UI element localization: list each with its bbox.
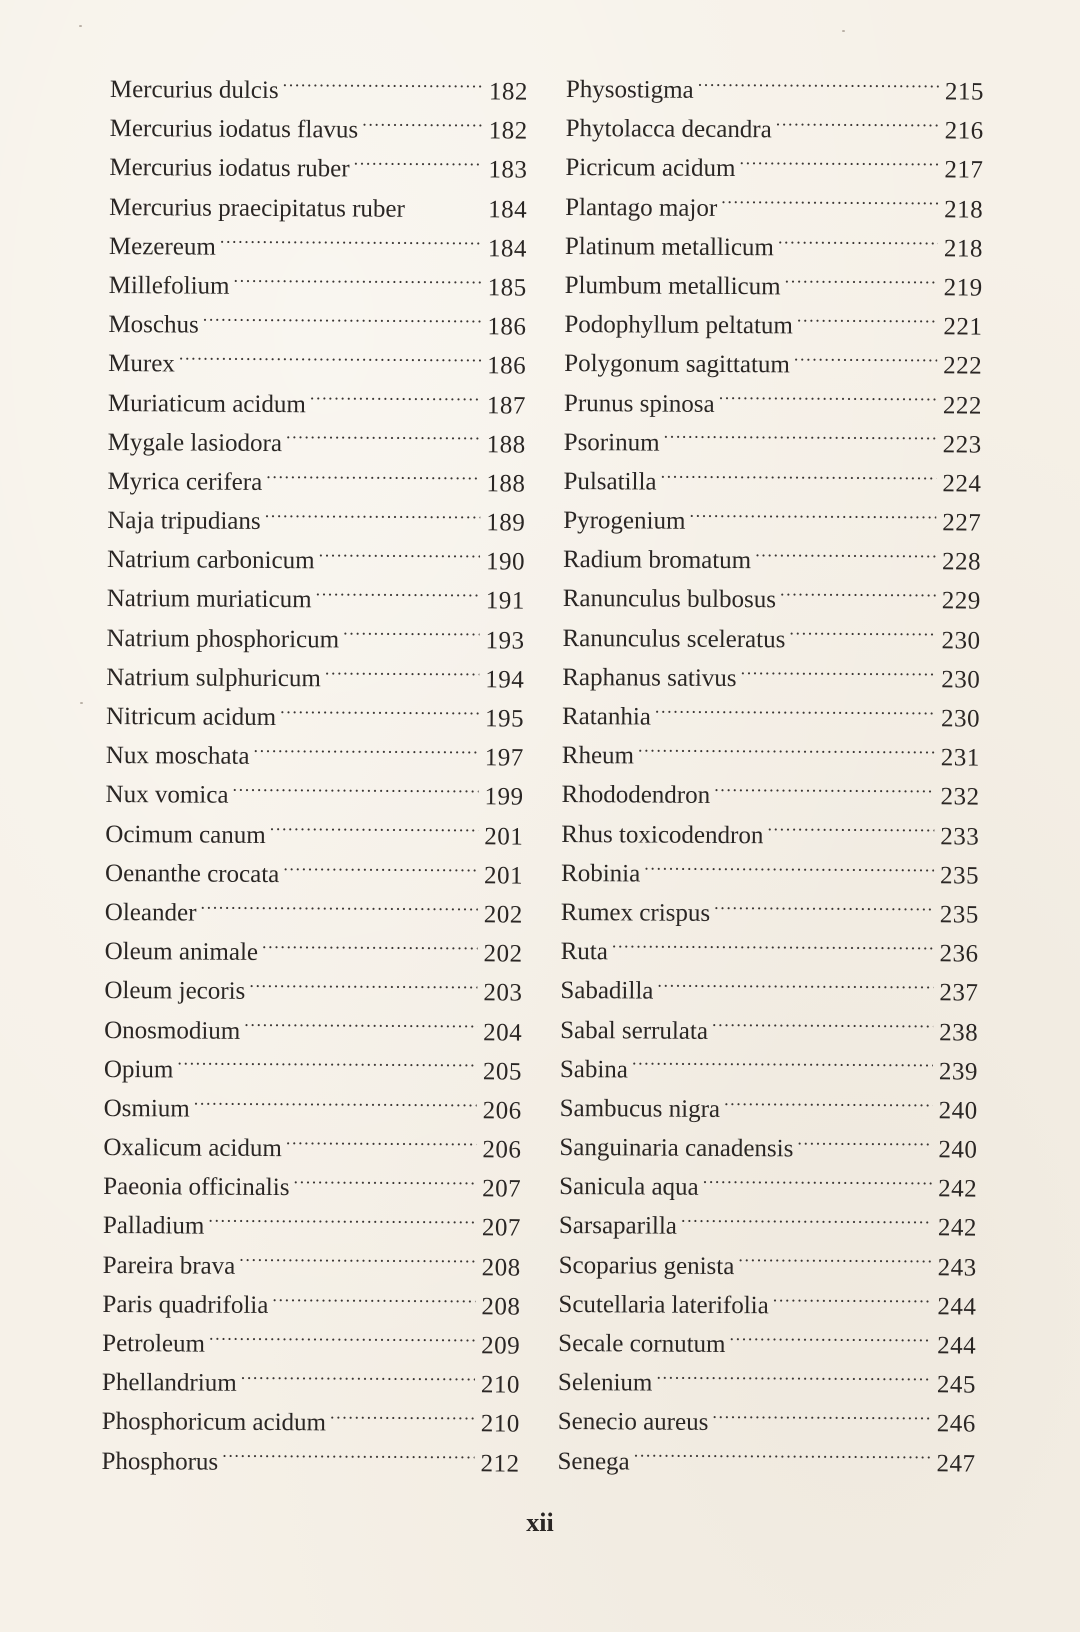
entry-page: 184 [487,235,527,263]
dot-leader [262,935,478,961]
entry-page: 183 [488,156,528,184]
index-entry [558,1324,976,1366]
dot-leader [241,1366,475,1392]
dot-leader [681,1209,932,1236]
entry-name: Natrium carbonicum [106,546,315,575]
entry-name: Mezereum [108,232,216,261]
dot-leader [714,896,934,922]
index-entry [557,1442,975,1484]
dot-leader [209,1327,475,1354]
dot-leader [634,1444,931,1471]
dot-leader [239,1248,476,1274]
entry-name: Mercurius dulcis [109,75,279,105]
dot-leader [698,73,939,99]
entry-name: Onosmodium [104,1016,241,1045]
entry-page: 242 [938,1175,978,1203]
entry-page: 199 [484,783,524,811]
entry-page: 188 [486,430,526,459]
index-entry [559,1128,977,1170]
index-entry [106,619,524,661]
dot-leader [362,113,483,139]
entry-page: 221 [943,313,983,341]
index-entry [561,854,979,896]
index-entry [108,383,526,425]
entry-name: Sarsaparilla [558,1212,678,1241]
entry-page: 202 [483,940,523,968]
entry-name: Nux vomica [105,781,229,810]
dot-leader [776,112,939,138]
index-entry [559,1206,977,1248]
index-entry [106,736,524,778]
entry-name: Sambucus nigra [559,1094,721,1123]
entry-name: Platinum metallicum [564,232,775,262]
entry-page: 203 [483,979,523,1007]
index-entry [109,188,527,230]
dot-leader [283,857,478,883]
index-entry [102,1285,520,1327]
dot-leader [310,387,481,413]
index-entry [108,344,526,386]
dot-leader [319,544,481,570]
dot-leader [330,1406,475,1432]
dot-leader [703,1170,933,1196]
entry-name: Murex [108,350,175,378]
dot-leader [293,1170,476,1196]
entry-name: Nux moschata [105,742,250,771]
dot-leader [270,818,479,844]
entry-page: 194 [485,666,525,694]
entry-page: 189 [486,509,526,537]
entry-page: 236 [939,940,979,968]
index-entry [561,815,979,857]
index-entry [561,775,979,817]
entry-page: 208 [481,1253,521,1282]
index-entry [558,1363,976,1405]
entry-page: 188 [486,470,526,498]
entry-name: Senega [557,1447,630,1475]
index-entry [566,109,984,151]
index-entry [565,266,983,308]
entry-name: Sabina [559,1055,629,1084]
entry-name: Phellandrium [101,1369,237,1397]
entry-name: Natrium phosphoricum [106,624,340,654]
entry-page: 228 [941,548,982,576]
dot-leader [325,661,480,687]
entry-page: 212 [480,1449,520,1478]
entry-page: 219 [943,274,983,302]
entry-page: 207 [481,1214,522,1242]
entry-name: Natrium sulphuricum [106,663,321,693]
entry-name: Paeonia officinalis [103,1173,290,1202]
index-entry [109,148,527,190]
dot-leader [232,778,478,805]
index-entry [561,893,979,935]
dot-leader [689,504,936,531]
entry-page: 210 [480,1371,521,1399]
entry-page: 243 [937,1253,977,1282]
index-entry [104,1089,522,1131]
index-entry [110,109,528,151]
index-entry [560,1089,978,1131]
dot-leader [797,1131,932,1157]
entry-name: Mercurius praecipitatus ruber [109,193,405,223]
entry-page: 244 [937,1332,977,1360]
entry-page: 240 [938,1097,978,1125]
index-entry [563,462,981,504]
index-entry [105,854,523,896]
entry-page: 235 [939,901,979,929]
entry-name: Physostigma [565,75,694,104]
entry-name: Robinia [561,859,641,888]
index-entry [105,893,523,935]
dot-leader [721,191,938,217]
entry-page: 244 [937,1293,977,1321]
entry-page: 197 [484,744,524,772]
dot-leader [200,896,478,923]
entry-page: 239 [938,1057,978,1086]
index-entry [562,658,980,700]
entry-name: Oleander [104,898,197,927]
entry-name: Sabadilla [560,977,654,1005]
entry-name: Phosphorus [101,1447,219,1476]
index-entry [564,344,982,386]
entry-page: 237 [939,979,979,1007]
index-entry [559,1246,977,1288]
dot-leader [664,425,937,452]
dot-leader [729,1327,931,1353]
entry-name: Mercurius iodatus ruber [109,154,350,183]
entry-page: 191 [485,587,525,615]
entry-page: 230 [940,705,981,733]
entry-name: Sabal serrulata [560,1016,709,1045]
entry-page: 227 [942,509,982,537]
dot-leader [661,464,937,491]
dot-leader [272,1288,475,1314]
entry-name: Millefolium [108,271,230,300]
entry-name: Oxalicum acidum [103,1134,282,1163]
entry-name: Petroleum [102,1329,206,1358]
entry-name: Muriaticum acidum [107,389,306,418]
index-entry [106,658,524,700]
dot-leader [286,426,481,452]
entry-name: Prunus spinosa [563,389,715,418]
entry-page: 246 [936,1410,976,1438]
entry-page: 233 [940,822,980,851]
index-entry [102,1363,520,1405]
index-entry [110,70,528,112]
entry-name: Osmium [103,1094,190,1123]
index-entry [102,1402,520,1444]
dot-leader [712,1405,931,1431]
index-entry [104,971,522,1013]
entry-name: Nitricum acidum [105,702,277,732]
entry-name: Scoparius genista [558,1251,735,1280]
dot-leader [780,583,936,609]
index-entry [108,423,526,465]
entry-page: 206 [482,1136,522,1164]
entry-page: 230 [941,626,981,655]
entry-page: 229 [941,587,981,615]
entry-page: 184 [488,195,528,224]
entry-page: 186 [487,313,527,341]
paper-speck [79,25,82,27]
entry-name: Opium [103,1055,174,1084]
dot-leader [644,856,934,883]
index-entry [107,540,525,582]
index-entry [563,501,981,543]
entry-page: 205 [482,1057,522,1086]
index-entry [101,1442,519,1484]
entry-page: 186 [487,352,527,380]
dot-leader [632,1052,933,1079]
index-entry [560,1010,978,1052]
entry-name: Rumex crispus [560,898,711,927]
entry-page: 210 [480,1410,520,1438]
entry-page: 209 [481,1332,521,1360]
index-entry [565,148,983,190]
index-entry [102,1324,520,1366]
index-column-left [101,70,528,1483]
entry-page: 232 [940,783,980,811]
entry-name: Pulsatilla [563,467,657,496]
entry-page: 182 [488,78,528,106]
entry-page: 195 [484,705,525,733]
dot-leader [767,818,934,844]
entry-name: Moschus [108,311,199,339]
entry-name: Palladium [102,1212,205,1241]
entry-name: Paris quadrifolia [102,1290,269,1319]
entry-name: Senecio aureus [557,1408,709,1437]
dot-leader [724,1092,933,1118]
index-column-right [557,70,984,1483]
entry-name: Oenanthe crocata [105,859,280,888]
entry-page: 185 [487,274,527,302]
dot-leader [354,152,483,178]
entry-name: Myrica cerifera [107,467,263,496]
index-entry [564,423,982,465]
entry-page: 245 [936,1371,977,1399]
dot-leader [773,1288,932,1314]
entry-page: 218 [944,195,984,224]
entry-page: 193 [485,626,525,655]
dot-leader [233,269,481,296]
entry-page: 218 [943,235,983,263]
dot-leader [343,622,480,648]
entry-page: 240 [938,1136,978,1164]
dot-leader [655,700,935,727]
dot-leader [194,1091,477,1118]
index-entry [103,1167,521,1209]
index-entry [104,932,522,974]
entry-page: 201 [484,862,524,890]
page-number: xii [526,1508,554,1537]
entry-page: 231 [940,744,980,772]
entry-name: Oleum animale [104,938,259,967]
entry-name: Ranunculus sceleratus [562,624,786,653]
dot-leader [712,1013,933,1039]
index-entry [558,1402,976,1444]
dot-leader [266,465,480,491]
entry-page: 187 [486,391,527,420]
entry-name: Mercurius iodatus flavus [109,115,359,144]
index-entry [104,1050,522,1092]
index-entry [563,540,981,582]
entry-page: 204 [483,1018,523,1047]
index-entry [107,462,525,504]
entry-name: Plantago major [565,193,718,222]
dot-leader [220,229,482,256]
entry-name: Pareira brava [102,1251,236,1280]
dot-leader [316,583,480,609]
entry-page: 247 [936,1449,976,1478]
entry-page: 207 [482,1175,522,1203]
index-entry [565,227,983,269]
dot-leader [738,1249,931,1275]
entry-page: 222 [942,391,983,420]
entry-name: Rhododendron [561,781,711,810]
dot-leader [719,386,937,412]
entry-name: Selenium [557,1369,653,1397]
entry-page: 206 [482,1097,522,1125]
entry-name: Rheum [561,742,635,770]
entry-page: 216 [944,117,984,145]
index-entry [564,305,982,347]
dot-leader [755,543,936,569]
entry-name: Pyrogenium [563,507,686,535]
entry-page: 215 [944,78,984,106]
entry-page: 224 [942,470,982,498]
entry-name: Polygonum sagittatum [564,350,790,379]
entry-page: 217 [944,156,984,184]
index-entry [108,305,526,347]
dot-leader [741,661,936,687]
entry-page: 230 [941,666,981,694]
dot-leader [286,1131,477,1157]
index-entry [105,815,523,857]
entry-page: 202 [483,901,523,929]
entry-name: Plumbum metallicum [564,271,781,301]
dot-leader [789,622,935,648]
dot-leader [265,504,481,530]
entry-page: 223 [942,430,982,459]
entry-name: Naja tripudians [107,507,261,535]
entry-name: Sanguinaria canadensis [559,1134,794,1163]
dot-leader [797,309,938,335]
dot-leader [794,348,937,374]
entry-name: Oleum jecoris [104,977,246,1006]
entry-name: Phosphoricum acidum [101,1408,327,1437]
index-entry [109,227,527,269]
entry-name: Podophyllum peltatum [564,311,793,340]
entry-name: Picricum acidum [565,154,736,183]
dot-leader [283,73,483,99]
entry-name: Ocimum canum [105,820,266,849]
dot-leader [714,778,935,804]
index-entry [106,697,524,739]
entry-page: 222 [943,352,983,380]
entry-name: Mygale lasiodora [107,428,283,457]
dot-leader [249,974,477,1000]
paper-speck [80,702,83,704]
index-entry [560,1050,978,1092]
entry-page: 190 [485,548,526,576]
dot-leader [280,700,479,726]
entry-name: Ranunculus bulbosus [562,585,777,614]
entry-name: Radium bromatum [562,546,752,575]
dot-leader [203,308,482,335]
entry-name: Phytolacca decandra [565,115,772,144]
dot-leader [656,1366,931,1393]
dot-leader [612,934,934,961]
index-entry [105,775,523,817]
dot-leader [785,269,938,295]
dot-leader [244,1013,477,1039]
dot-leader [638,739,935,766]
index-entry [566,70,984,112]
index-entry [565,188,983,230]
index-entry [104,1010,522,1052]
entry-name: Psorinum [563,428,660,457]
index-entry [562,697,980,739]
dot-leader [739,151,938,177]
entry-page: 201 [484,822,524,851]
index-entry [564,383,982,425]
entry-name: Natrium muriaticum [106,585,312,614]
index-entry [559,1167,977,1209]
entry-name: Raphanus sativus [562,663,737,692]
entry-name: Secale cornutum [558,1329,726,1358]
dot-leader [208,1209,476,1236]
entry-name: Ratanhia [561,702,651,731]
index-entry [107,501,525,543]
entry-page: 235 [940,862,980,890]
entry-page: 238 [939,1018,979,1047]
dot-leader [657,974,933,1001]
index-entry [103,1246,521,1288]
index-entry [560,971,978,1013]
entry-name: Ruta [560,938,608,966]
paper-speck [842,30,845,32]
index-entry [560,932,978,974]
dot-leader [253,739,478,765]
index-entry [562,736,980,778]
dot-leader [778,230,938,256]
entry-name: Scutellaria laterifolia [558,1290,769,1320]
entry-name: Sanicula aqua [559,1173,699,1202]
entry-name: Rhus toxicodendron [561,820,764,849]
dot-leader [179,347,481,374]
index-entry [107,579,525,621]
dot-leader [177,1052,477,1079]
index-entry [109,266,527,308]
index-entry [563,579,981,621]
entry-page: 182 [488,117,528,145]
index-entry [558,1285,976,1327]
index-entry [103,1128,521,1170]
entry-page: 208 [481,1293,521,1321]
entry-page: 242 [937,1214,978,1242]
index-entry [103,1206,521,1248]
dot-leader [222,1444,474,1471]
index-entry [562,619,980,661]
